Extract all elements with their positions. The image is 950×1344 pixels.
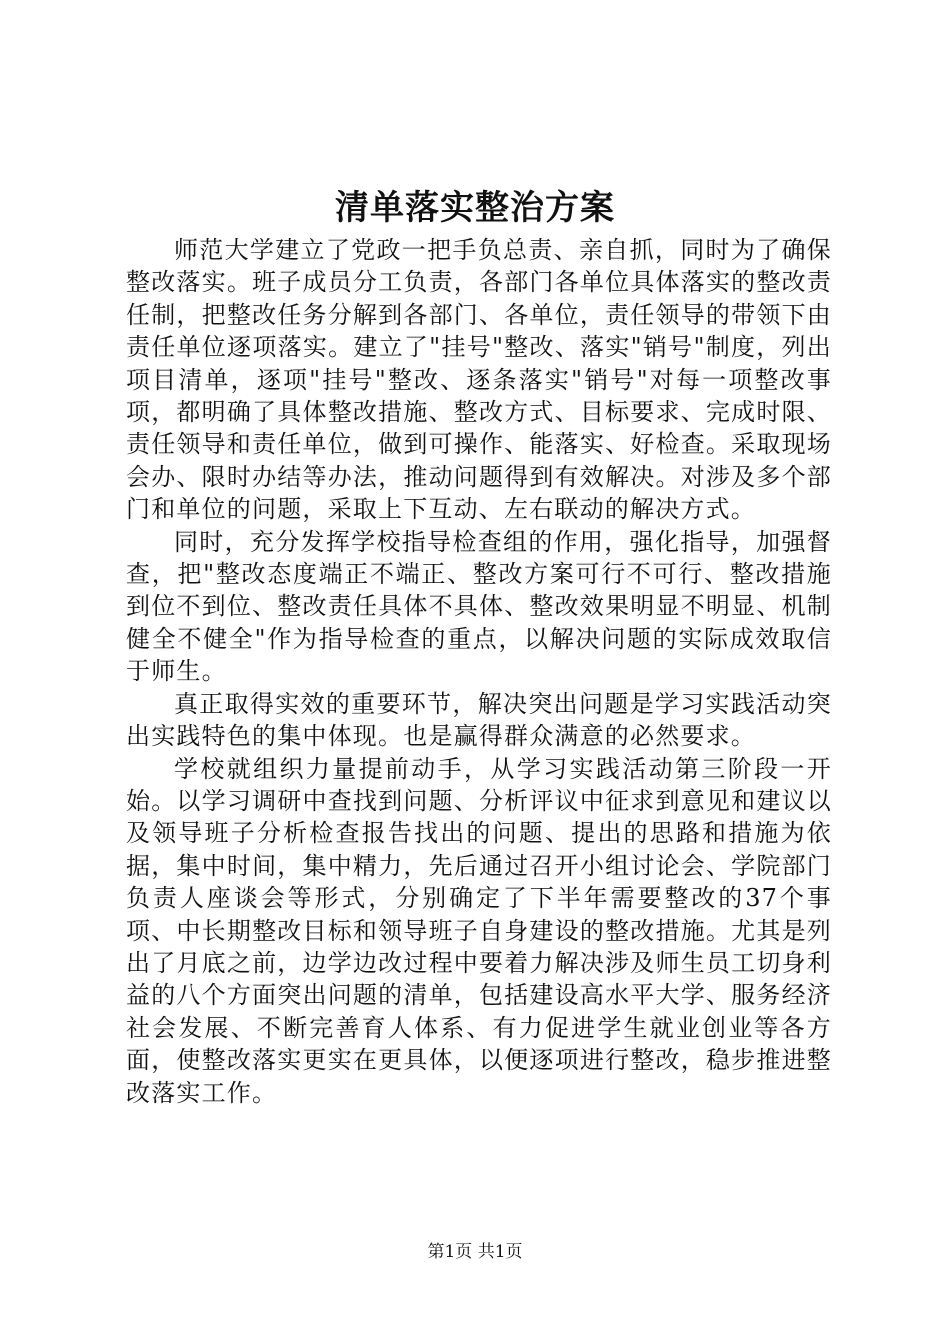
paragraph-2: 同时，充分发挥学校指导检查组的作用，强化指导，加强督查，把"整改态度端正不端正、整改方案可行不可行、整改措施到位不到位、整改责任具体不具体、整改效果明显不明显、机制健全不健全"作为指导检查的重点，以解决问题的实际成效取信于师生。 [126,527,832,686]
document-title: 清单落实整治方案 [335,188,615,228]
paragraph-3: 真正取得实效的重要环节，解决突出问题是学习实践活动突出实践特色的集中体现。也是赢得群众满意的必然要求。 [126,689,832,751]
paragraph-4: 学校就组织力量提前动手，从学习实践活动第三阶段一开始。以学习调研中查找到问题、分析评议中征求到意见和建议以及领导班子分析检查报告找出的问题、提出的思路和措施为依据，集中时间，集中精力，先后通过召开小组讨论会、学院部门负责人座谈会等形式，分别确定了下半年需要整改的37个事项、中长期整改目标和领导班子自身建设的整改措施。尤其是列出了月底之前，边学边改过程中要着力解决涉及师生员工切身利益的八个方面突出问题的清单，包括建设高水平大学、服务经济社会发展、不断完善育人体系、有力促进学生就业创业等各方面，使整改落实更实在更具体，以便逐项进行整改，稳步推进整改落实工作。 [126,754,832,1107]
page-footer: 第1页 共1页 [427,1242,523,1262]
document-body [126,234,832,1109]
paragraph-1: 师范大学建立了党政一把手负总责、亲自抓，同时为了确保整改落实。班子成员分工负责，各部门各单位具体落实的整改责任制，把整改任务分解到各部门、各单位，责任领导的带领下由责任单位逐项落实。建立了"挂号"整改、落实"销号"制度，列出项目清单，逐项"挂号"整改、逐条落实"销号"对每一项整改事项，都明确了具体整改措施、整改方式、目标要求、完成时限、责任领导和责任单位，做到可操作、能落实、好检查。采取现场会办、限时办结等办法，推动问题得到有效解决。对涉及多个部门和单位的问题，采取上下互动、左右联动的解决方式。 [126,236,832,524]
